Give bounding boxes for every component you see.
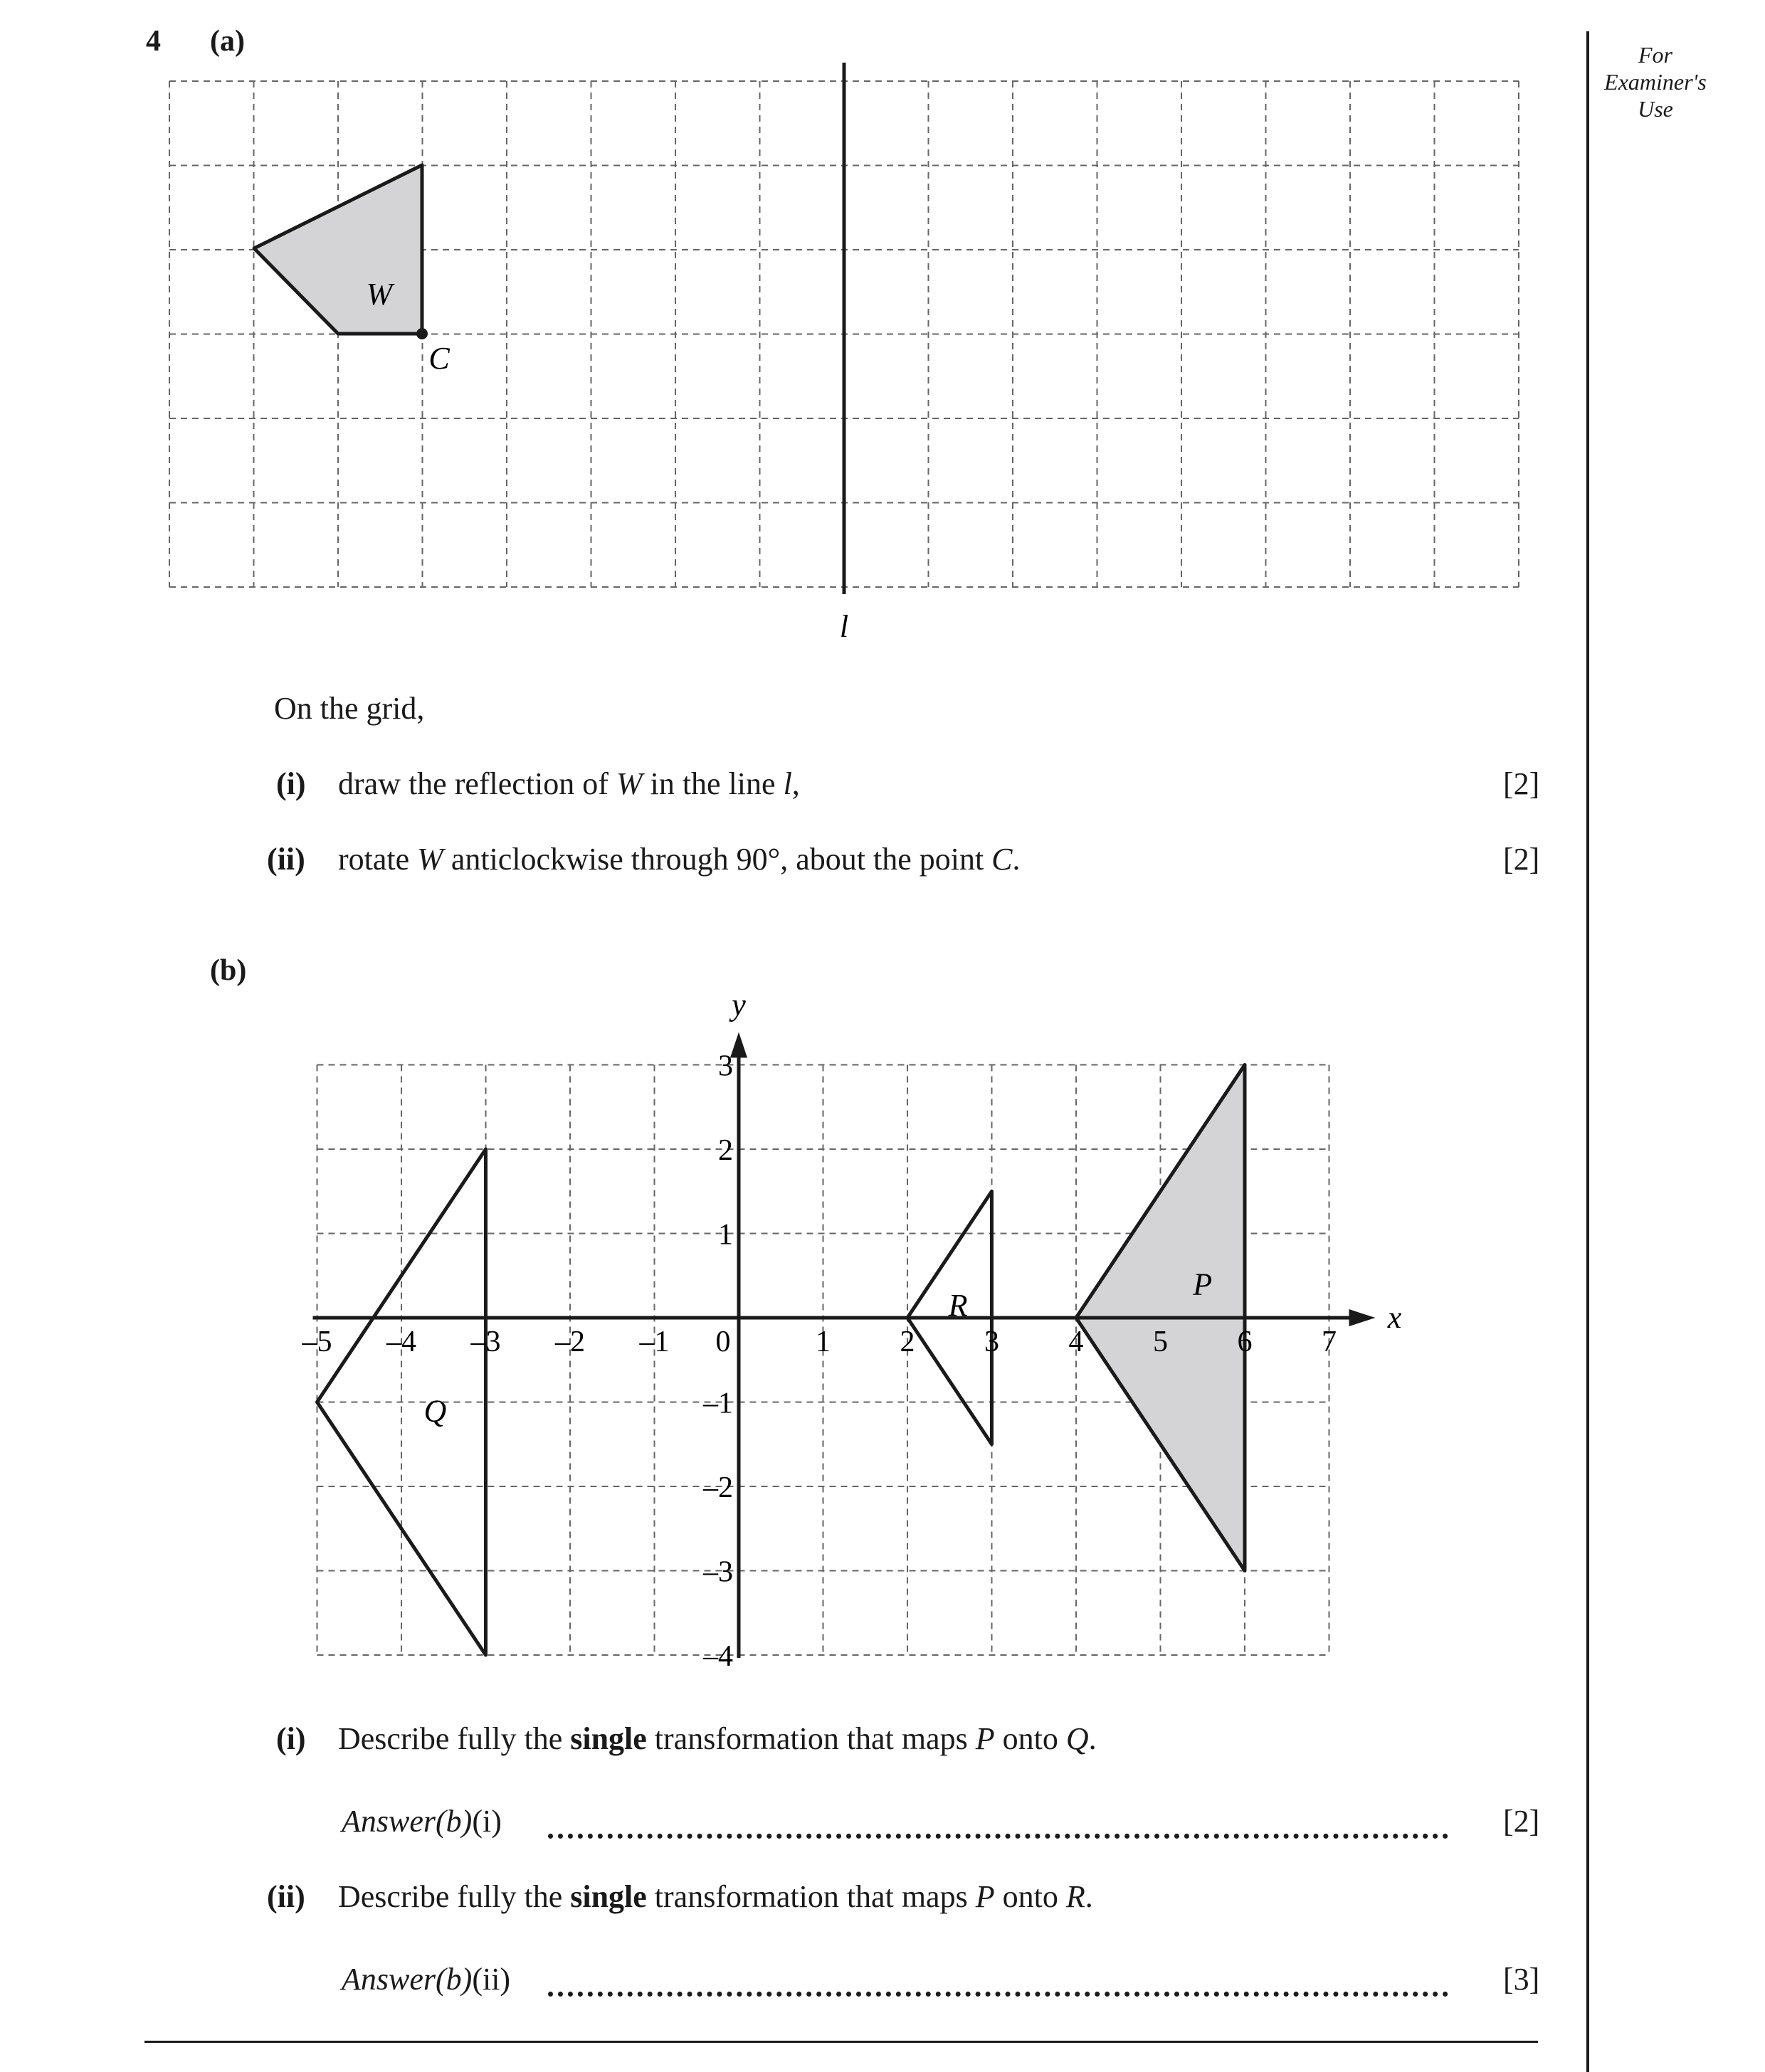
y-tick-label: 1 bbox=[718, 1218, 733, 1252]
answer-prefix: Answer(b) bbox=[342, 1804, 473, 1839]
x-tick-label: 5 bbox=[1153, 1326, 1168, 1358]
text: draw the reflection of bbox=[338, 766, 616, 801]
text: rotate bbox=[338, 842, 418, 877]
shape-label-q: Q bbox=[423, 1393, 447, 1429]
part-b-item-ii-num: (ii) bbox=[267, 1879, 305, 1914]
text: , bbox=[791, 766, 800, 801]
point-c-label: C bbox=[428, 341, 450, 376]
part-a-item-ii-num: (ii) bbox=[267, 842, 305, 877]
answer-suffix: (i) bbox=[472, 1804, 502, 1839]
part-b-item-i-text bbox=[338, 1720, 1097, 1757]
part-a-item-i-text bbox=[338, 766, 800, 802]
y-tick-label: –1 bbox=[703, 1387, 733, 1420]
answer-b-ii-field[interactable] bbox=[548, 1992, 1448, 1997]
answer-b-i-label bbox=[342, 1803, 502, 1839]
question-number: 4 bbox=[146, 25, 161, 58]
y-tick-label: –4 bbox=[703, 1640, 733, 1672]
examiner-line-1: For bbox=[1638, 42, 1672, 68]
shape-label-r: R bbox=[948, 1288, 968, 1323]
x-axis-label: x bbox=[1387, 1300, 1402, 1335]
answer-b-ii-label bbox=[342, 1961, 510, 1997]
bold-word: single bbox=[570, 1879, 647, 1914]
bold-word: single bbox=[570, 1721, 647, 1756]
x-tick-label: 7 bbox=[1322, 1326, 1337, 1358]
part-b-graph bbox=[0, 982, 1765, 1672]
x-tick-label: 2 bbox=[900, 1326, 915, 1358]
text: Describe fully the bbox=[338, 1721, 571, 1756]
var-p: P bbox=[975, 1879, 995, 1914]
x-tick-label: 1 bbox=[816, 1326, 831, 1358]
part-a-item-ii-marks: [2] bbox=[1503, 842, 1540, 877]
x-tick-label: –3 bbox=[470, 1326, 501, 1358]
part-b-shapes bbox=[317, 1065, 1245, 1656]
answer-b-i-field[interactable] bbox=[548, 1834, 1448, 1839]
text: onto bbox=[994, 1721, 1066, 1756]
y-tick-label: 3 bbox=[718, 1050, 733, 1083]
part-a-instruction: On the grid, bbox=[274, 691, 425, 726]
var-l: l bbox=[783, 766, 792, 801]
part-a-item-i-num: (i) bbox=[276, 766, 306, 801]
point-c-marker bbox=[416, 328, 428, 339]
part-b-label: (b) bbox=[210, 954, 247, 987]
part-b-item-ii-marks: [3] bbox=[1503, 1962, 1540, 1997]
x-tick-label: –1 bbox=[639, 1326, 670, 1358]
text: in the line bbox=[642, 766, 784, 801]
examiner-line-3: Use bbox=[1638, 96, 1673, 122]
part-a-item-i-marks: [2] bbox=[1503, 766, 1540, 801]
text: transformation that maps bbox=[646, 1721, 976, 1756]
text: . bbox=[1088, 1721, 1097, 1756]
examiner-line-2: Examiner's bbox=[1604, 69, 1707, 95]
shape-w bbox=[254, 165, 422, 334]
part-b-item-i-marks: [2] bbox=[1503, 1804, 1540, 1839]
var-r: R bbox=[1065, 1879, 1085, 1914]
text: Describe fully the bbox=[338, 1879, 571, 1914]
part-b-item-i-num: (i) bbox=[276, 1721, 306, 1756]
x-axis-arrow bbox=[1349, 1309, 1376, 1326]
x-tick-label: 6 bbox=[1237, 1326, 1253, 1358]
y-tick-label: –3 bbox=[703, 1555, 733, 1589]
text: transformation that maps bbox=[646, 1879, 976, 1914]
part-a-item-ii-text bbox=[338, 841, 1021, 877]
var-q: Q bbox=[1065, 1721, 1089, 1756]
var-w: W bbox=[417, 842, 443, 877]
line-l-label: l bbox=[839, 609, 849, 644]
var-w: W bbox=[616, 766, 643, 801]
text: anticlockwise through 90°, about the point bbox=[443, 842, 992, 877]
bottom-rule bbox=[144, 2041, 1538, 2043]
shape-label-p: P bbox=[1193, 1267, 1213, 1302]
x-tick-label: 3 bbox=[984, 1326, 999, 1358]
y-tick-label: 2 bbox=[718, 1134, 733, 1167]
part-a-grid-figure bbox=[0, 0, 1765, 655]
y-tick-label: –2 bbox=[703, 1471, 733, 1504]
y-axis-label: y bbox=[732, 987, 746, 1022]
x-tick-label: –5 bbox=[302, 1326, 332, 1358]
x-tick-label: –4 bbox=[386, 1326, 416, 1358]
text: . bbox=[1085, 1879, 1093, 1914]
text: . bbox=[1012, 842, 1021, 877]
var-c: C bbox=[991, 842, 1013, 877]
text: onto bbox=[994, 1879, 1066, 1914]
var-p: P bbox=[975, 1721, 995, 1756]
shape-w-label: W bbox=[366, 277, 393, 312]
answer-prefix: Answer(b) bbox=[342, 1962, 473, 1997]
part-a-label: (a) bbox=[210, 25, 245, 58]
part-b-item-ii-text bbox=[338, 1878, 1093, 1915]
answer-suffix: (ii) bbox=[472, 1962, 511, 1997]
x-tick-label: 4 bbox=[1068, 1326, 1084, 1358]
x-tick-label: –2 bbox=[555, 1326, 585, 1358]
x-tick-label: 0 bbox=[715, 1326, 731, 1358]
